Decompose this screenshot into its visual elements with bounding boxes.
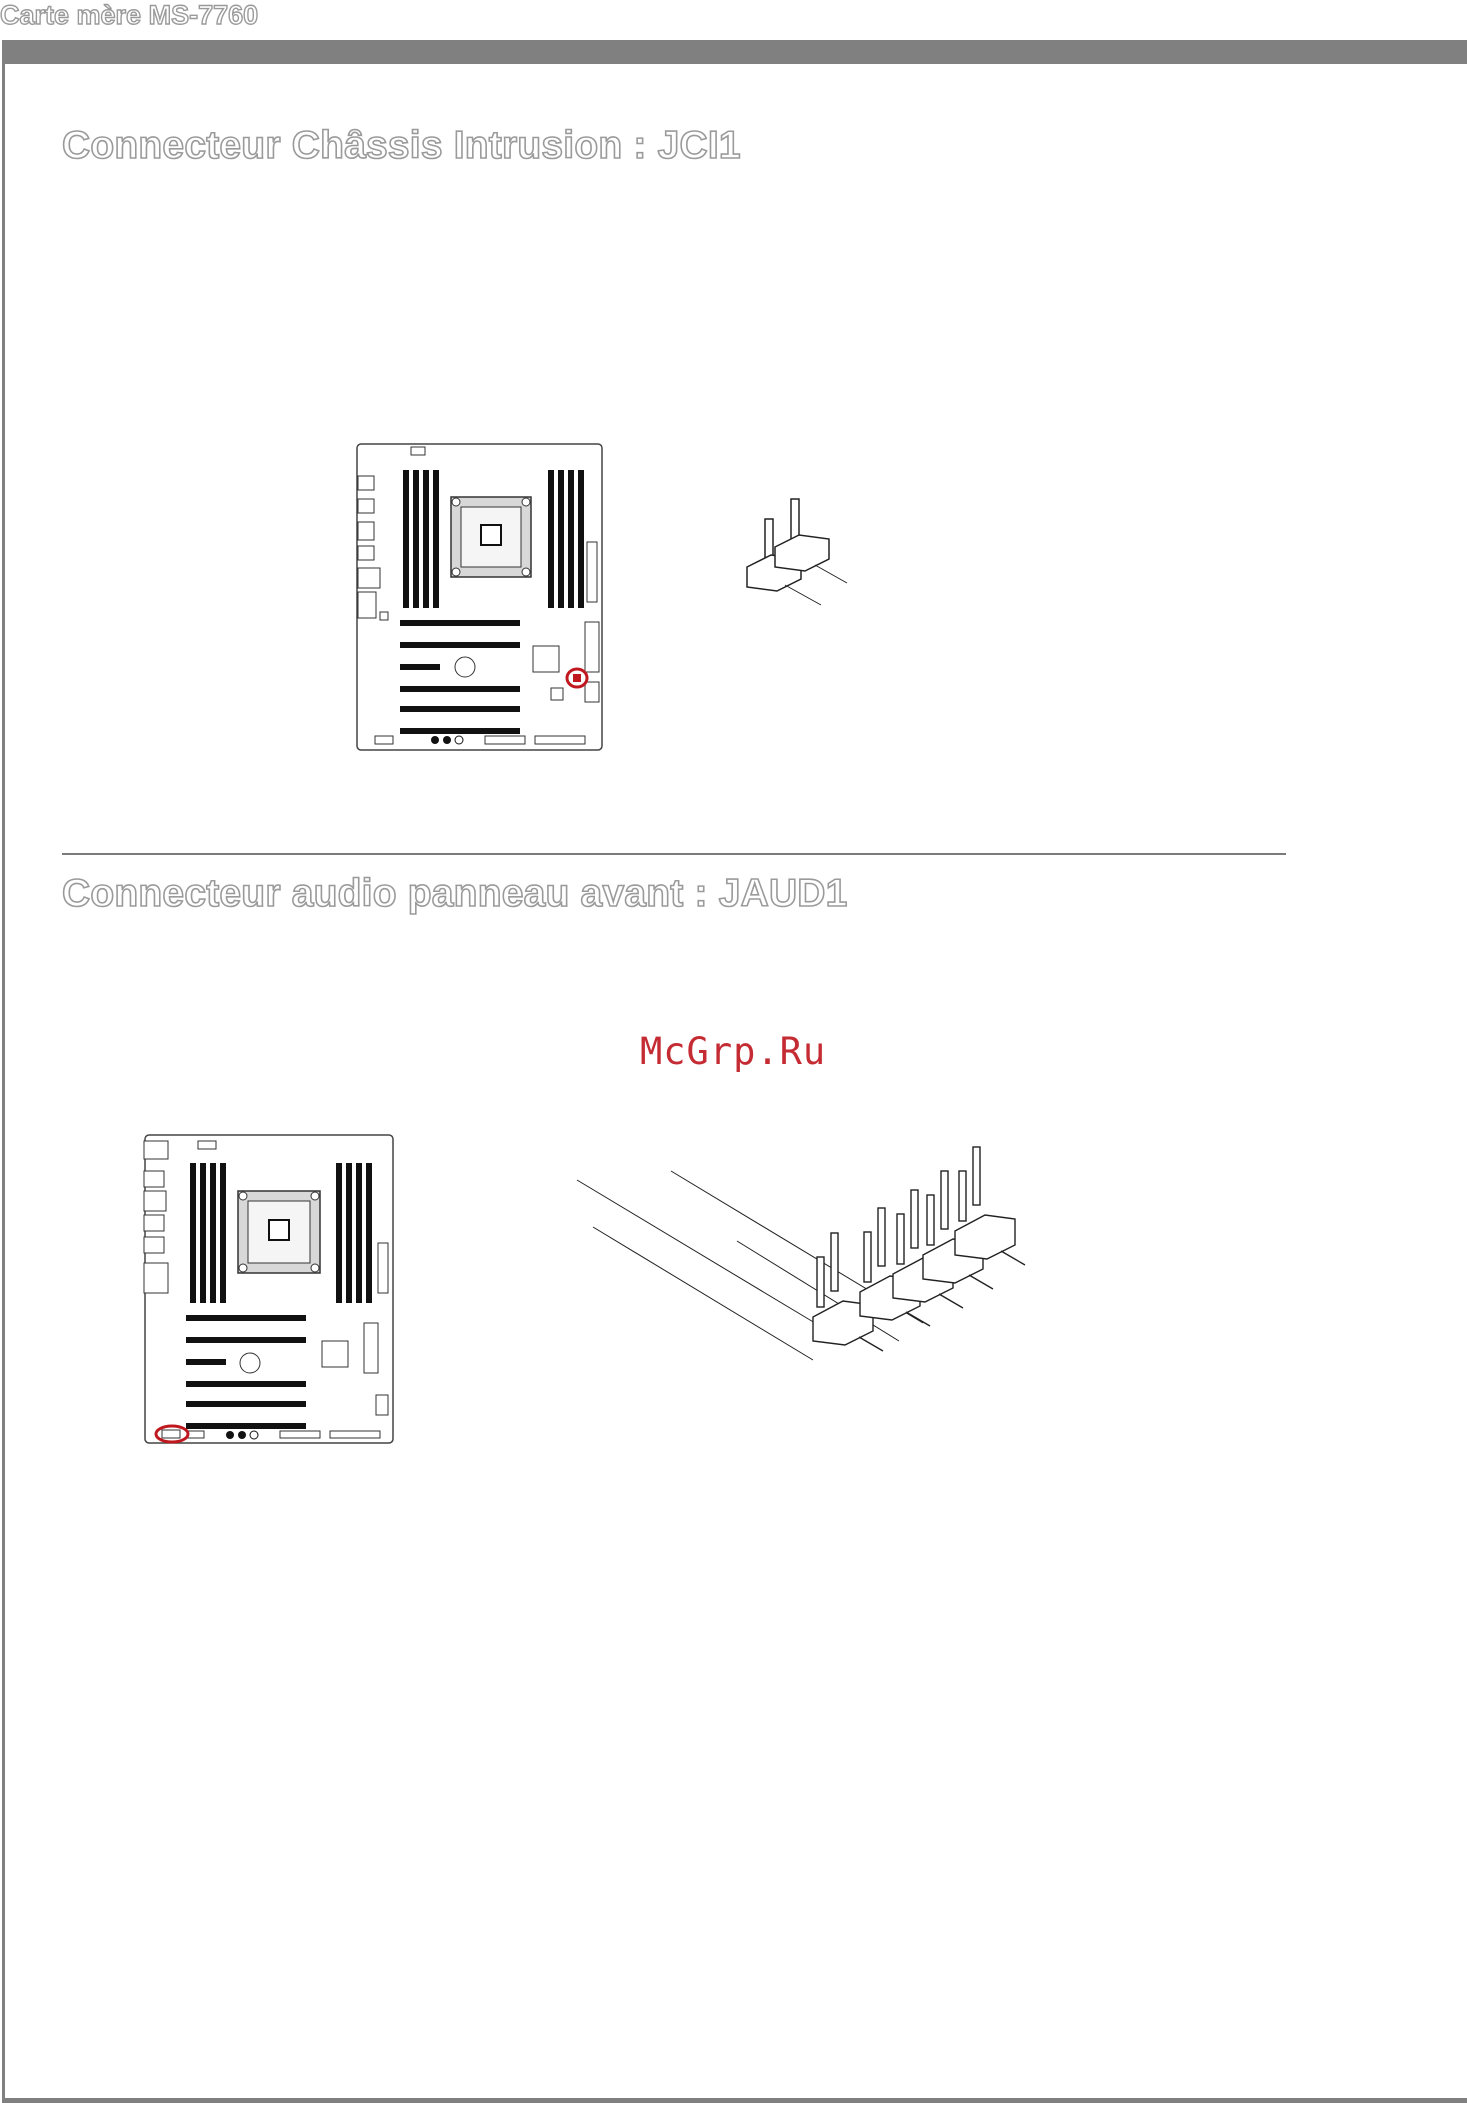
jci1-connector-diagram (745, 497, 855, 607)
bottom-border (4, 2098, 1467, 2103)
section-title-jci1: Connecteur Chȃssis Intrusion : JCI1 (62, 124, 741, 167)
jaud1-connector-diagram (575, 1175, 1035, 1415)
section-title-jaud1: Connecteur audio panneau avant : JAUD1 (62, 872, 848, 915)
header-bar (4, 40, 1467, 64)
motherboard-diagram-jaud1 (140, 1133, 398, 1447)
page-header-title: Carte mère MS-7760 (0, 0, 259, 30)
section-divider (62, 853, 1286, 855)
motherboard-diagram-jci1 (355, 442, 605, 752)
left-border (2, 40, 5, 2103)
watermark: McGrp.Ru (640, 1030, 827, 1073)
